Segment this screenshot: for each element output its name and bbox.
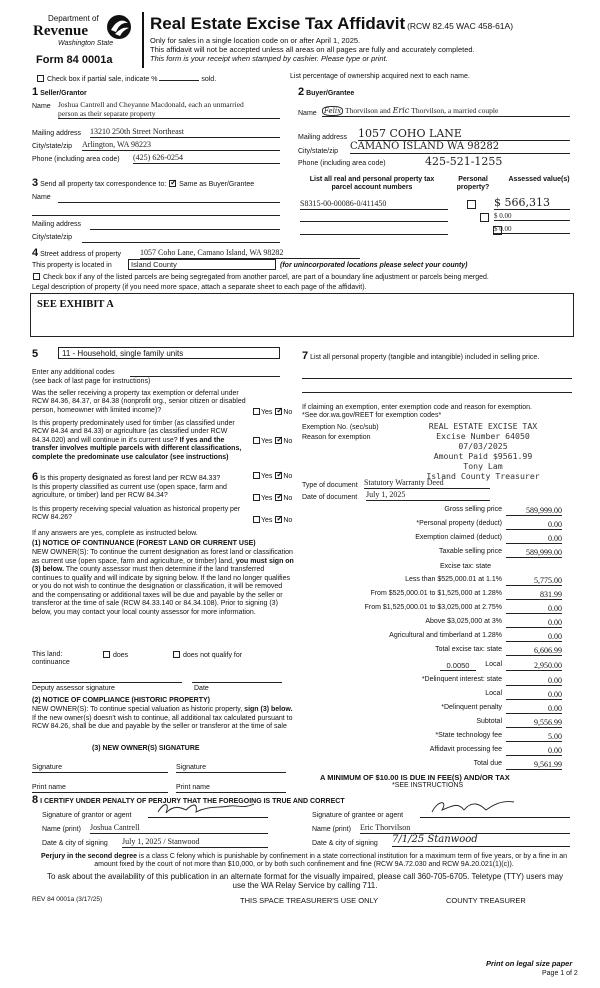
s5-q1-yes-checkbox[interactable] (253, 408, 260, 415)
parcel-row-2[interactable] (300, 225, 448, 235)
s3-name-field[interactable] (58, 194, 280, 203)
located-label: This property is located in (32, 262, 112, 269)
s6-q3-answers: Yes ✓ No (252, 516, 292, 525)
minimum-due-note: A MINIMUM OF $10.00 IS DUE IN FEE(S) AND/OR TAX (320, 773, 510, 782)
same-as-buyer-checkbox[interactable] (169, 180, 176, 187)
owner-print-label-2: Print name (176, 784, 210, 791)
grantee-date-label: Date & city of signing (312, 840, 378, 847)
buyer-mailing[interactable]: 1057 COHO LANE (358, 127, 570, 141)
calc-total-state: Total excise tax: state 6,606.99 (435, 646, 562, 655)
type-doc-label: Type of document (302, 482, 358, 489)
s6-q3-no-checkbox[interactable] (275, 516, 282, 523)
assessed-row-2[interactable]: $ 0.00 (494, 225, 570, 234)
s3-name-label: Name (32, 194, 51, 201)
parcel-row-1[interactable] (300, 212, 448, 222)
partial-sale-percent[interactable] (159, 73, 199, 81)
gross-value[interactable]: 589,999.00 (506, 506, 562, 516)
reason-label: Reason for exemption (302, 434, 371, 441)
s6-q1-answers: Yes ✓ No (252, 472, 292, 481)
county-treasurer: COUNTY TREASURER (446, 896, 526, 905)
grantee-name[interactable]: Eric Thorvilson (360, 823, 570, 834)
header-divider (142, 12, 144, 68)
assessed-col-header: Assessed value(s) (508, 176, 570, 183)
calc-tier-2: From $525,000.01 to $1,525,000 at 1.28% 831.99 (370, 590, 562, 599)
s5-question-2: Is this property predominately used for timber (as classified under RCW 84.34 and 84.33) or agriculture (as classified under RCW 84.34.020) and will continue in it's current use? If yes and the transfer involves multiple parcels with different classifications, complete the predominate use calculator (see instructions) (32, 420, 242, 461)
header-note-3: This form is your receipt when stamped by cashier. Please type or print. (150, 54, 388, 63)
s6-q3-yes-checkbox[interactable] (253, 516, 260, 523)
seller-phone[interactable]: (425) 626-0254 (133, 153, 280, 164)
seller-name-label: Name (32, 103, 51, 110)
seller-mailing-label: Mailing address (32, 130, 82, 137)
s6-q2-yes-checkbox[interactable] (253, 494, 260, 501)
partial-sale-checkbox[interactable] (37, 75, 44, 82)
grantor-sig-label: Signature of grantor or agent (42, 812, 132, 819)
s6-q2-answers: Yes ✓ No (252, 494, 292, 503)
s5-q2-answers: Yes ✓ No (252, 437, 292, 446)
legal-label: Legal description of property (if you need more space, attach a separate sheet to each page of the affidavit). (32, 284, 367, 291)
assessed-row-1[interactable]: $ 0.00 (494, 212, 570, 221)
additional-codes-label: Enter any additional codes (32, 369, 115, 376)
calc-gross: Gross selling price 589,999.00 (444, 506, 562, 515)
county-note: (for unincorporated locations please select your county) (280, 262, 468, 269)
title-ref: (RCW 82.45 WAC 458-61A) (407, 21, 514, 31)
perjury-note: Perjury in the second degree is a class C felony which is punishable by confinement in a state correctional institution for a maximum term of five years, or by a fine in an amount fixed by the court of not more than $10,000, or by both such confinement and fine (RCW 9A.72.030 and RCW 9A.20.021(1)(c)). (40, 853, 568, 869)
buyer-phone[interactable]: 425-521-1255 (425, 155, 503, 168)
s3-mailing-label: Mailing address (32, 221, 82, 228)
assessed-row-0[interactable]: $ 566,313 (494, 196, 570, 210)
s5-q2-yes-checkbox[interactable] (253, 437, 260, 444)
seller-city[interactable]: Arlington, WA 98223 (82, 140, 280, 151)
legal-description[interactable] (30, 293, 574, 337)
s6-question-1: 6 Is this property designated as forest land per RCW 84.33? (32, 471, 221, 483)
exemption-instructions: If claiming an exemption, enter exemption code and reason for exemption. *See dor.wa.gov/REET for exemption codes* (302, 404, 532, 420)
if-yes-note: If any answers are yes, complete as instructed below. (32, 530, 198, 537)
personal-checkbox-1[interactable] (480, 213, 489, 222)
seller-mailing[interactable]: 13210 250th Street Northeast (90, 127, 280, 138)
form-number: Form 84 0001a (36, 54, 113, 66)
notice2-title: (2) NOTICE OF COMPLIANCE (HISTORIC PROPERTY) (32, 697, 210, 704)
notice2-body: NEW OWNER(S): To continue special valuation as historic property, sign (3) below. If the new owner(s) doesn't wish to continue, all additional tax calculated pursuant to RCW 84.26, shall be due and payable by the seller or transferor at the time of sale (32, 706, 293, 731)
owner-sig-label-1: Signature (32, 764, 62, 771)
s3-mailing-field[interactable] (90, 221, 280, 230)
use-code-select[interactable]: 11 - Household, single family units (58, 347, 280, 359)
s3-city-field[interactable] (82, 234, 280, 243)
grantee-signature-scribble (428, 798, 518, 816)
calc-total-due: Total due 9,561.99 (473, 760, 562, 769)
s5-q2-no-checkbox[interactable] (275, 437, 282, 444)
total-state-value[interactable]: 6,606.99 (506, 646, 562, 656)
seller-phone-label: Phone (including area code) (32, 156, 120, 163)
calc-local-2: Local 0.00 (485, 690, 562, 699)
grantee-name-label: Name (print) (312, 826, 351, 833)
print-legal-note: Print on legal size paper (486, 959, 573, 968)
grantor-signature[interactable] (148, 804, 268, 818)
deputy-sig-line[interactable] (32, 682, 182, 683)
header-note-2: This affidavit will not be accepted unless all areas on all pages are fully and accurately completed. (150, 45, 475, 54)
calc-delinquent-penalty: *Delinquent penalty 0.00 (441, 704, 562, 713)
s6-q1-no-checkbox[interactable] (275, 472, 282, 479)
tier1-value[interactable]: 5,775.00 (506, 576, 562, 586)
tier2-value[interactable]: 831.99 (506, 590, 562, 600)
wa-logo-icon (106, 14, 132, 40)
street-address[interactable]: 1057 Coho Lane, Camano Island, WA 98282 (140, 248, 360, 259)
s6-q2-no-checkbox[interactable] (275, 494, 282, 501)
seller-name-line1[interactable]: Joshua Cantrell and Cheyanne Macdonald, each an unmarried (58, 100, 244, 109)
s5-question-1: Was the seller receiving a property tax exemption or deferral under RCW 84.36, 84.37, or 84.38 (nonprofit org., senior citizen or disabled person, homeowner with limited income)? (32, 390, 246, 414)
local-value[interactable]: 2,950.00 (506, 661, 562, 671)
grantee-signature[interactable] (420, 804, 570, 818)
notice3-title: (3) NEW OWNER(S) SIGNATURE (92, 745, 200, 752)
page-number: Page 1 of 2 (542, 970, 578, 977)
delinquent-penalty-value[interactable]: 0.00 (506, 704, 562, 714)
county-select[interactable]: Island County (128, 259, 276, 270)
personal-value[interactable]: 0.00 (506, 520, 562, 530)
calc-tier-5: Agricultural and timberland at 1.28% 0.00 (389, 632, 562, 641)
personal-property-line-2[interactable] (302, 392, 572, 393)
local-rate[interactable]: 0.0050 (440, 661, 476, 671)
calc-affidavit-fee: Affidavit processing fee 0.00 (429, 746, 562, 755)
grantee-sig-label: Signature of grantee or agent (312, 812, 404, 819)
date-doc-label: Date of document (302, 494, 358, 501)
grantor-name[interactable]: Joshua Cantrell (90, 823, 268, 834)
taxable-value[interactable]: 589,999.00 (506, 548, 562, 558)
ownership-note: List percentage of ownership acquired next to each name. (290, 73, 470, 80)
date-doc-field[interactable]: July 1, 2025 (366, 490, 490, 501)
see-back-note: (see back of last page for instructions) (32, 378, 151, 385)
grantor-name-label: Name (print) (42, 826, 81, 833)
total-due-value[interactable]: 9,561.99 (506, 760, 562, 770)
parcel-col-header: List all real and personal property tax parcel account numbers (309, 176, 435, 192)
s6-q1-yes-checkbox[interactable] (253, 472, 260, 479)
personal-checkbox-0[interactable] (467, 200, 476, 209)
type-doc-field[interactable]: Statutory Warranty Deed (364, 478, 490, 489)
calc-tier-4: Above $3,025,000 at 3% 0.00 (425, 618, 562, 627)
grantor-date-label: Date & city of signing (42, 840, 108, 847)
additional-codes-field[interactable] (130, 369, 280, 377)
deputy-sig-label: Deputy assessor signature (32, 685, 115, 692)
notice1-body: NEW OWNER(S): To continue the current designation as forest land or classification as current use (open space, farm and agriculture, or timber) land, you must sign on (3) below. The county assessor must then determine if the land transferred continues to qualify and will indicate by signing below. If the land no longer qualifies or you do not wish to continue the designation or classification, it will be removed and the compensating or additional taxes will be due and payable by the seller or transferor at the time of sale (RCW 84.33.140 or 84.34.108). Prior to signing (3) below, you may contact your local county assessor for more information. (32, 549, 294, 616)
delinquent-interest-value[interactable]: 0.00 (506, 676, 562, 686)
tech-fee-value[interactable]: 5.00 (506, 732, 562, 742)
seller-city-label: City/state/zip (32, 143, 73, 150)
land-does-checkbox[interactable] (103, 651, 110, 658)
owner-sig-label-2: Signature (176, 764, 206, 771)
exemption-no-label: Exemption No. (sec/sub) (302, 424, 379, 431)
header-note-1: Only for sales in a single location code on or after April 1, 2025. (150, 36, 361, 45)
s6-question-3: Is this property receiving special valuation as historical property per RCW 84.26? (32, 506, 241, 522)
section7-label: 7 List all personal property (tangible and intangible) included in selling price. (302, 350, 540, 362)
deputy-date-label: Date (194, 685, 209, 692)
grantee-date-city[interactable]: 7/1/25 Stanwood (392, 834, 570, 847)
partial-sale-row (36, 73, 216, 84)
personal-property-line-1[interactable] (302, 378, 572, 379)
excise-state-heading: Excise tax: state (440, 563, 491, 570)
this-land-label: This land: continuance (32, 651, 70, 667)
parcel-row-0[interactable]: S8315-00-00086-0/411450 (300, 199, 448, 210)
segregated-row: Check box if any of the listed parcels are being segregated from another parcel, are part of a boundary line adjustment or parcels being merged. (32, 273, 489, 282)
owner-print-label-1: Print name (32, 784, 66, 791)
buyer-phone-label: Phone (including area code) (298, 160, 386, 167)
tier4-value[interactable]: 0.00 (506, 618, 562, 628)
treasurer-stamp: REAL ESTATE EXCISE TAX Excise Number 64050 07/03/2025 Amount Paid $9561.99 Tony Lam Island County Treasurer (426, 421, 540, 481)
s5-q1-no-checkbox[interactable] (275, 408, 282, 415)
treasurer-use-only: THIS SPACE TREASURER'S USE ONLY (240, 896, 379, 905)
affidavit-fee-value[interactable]: 0.00 (506, 746, 562, 756)
calc-local: Local 2,950.00 (485, 661, 562, 670)
segregated-checkbox[interactable] (33, 273, 40, 280)
dept-line1: Department of (48, 14, 99, 23)
calc-taxable: Taxable selling price 589,999.00 (438, 548, 562, 557)
dor-logo (28, 12, 138, 52)
buyer-heading: 2 Buyer/Grantee (298, 86, 355, 98)
calc-personal: *Personal property (deduct) 0.00 (416, 520, 562, 529)
calc-subtotal: Subtotal 9,556.99 (476, 718, 562, 727)
exemption-value[interactable]: 0.00 (506, 534, 562, 544)
s6-question-2: Is this property classified as current use (open space, farm and agriculture, or timber) land per RCW 84.34? (32, 484, 227, 500)
dept-line3: Washington State (58, 40, 114, 47)
buyer-city[interactable]: CAMANO ISLAND WA 98282 (350, 141, 570, 154)
calc-exemption: Exemption claimed (deduct) 0.00 (415, 534, 562, 543)
s3-name-field-2[interactable] (32, 207, 280, 216)
partial-sale-label: Check box if partial sale, indicate % (46, 76, 158, 83)
land-does-option: does (102, 651, 128, 660)
page-title: Real Estate Excise Tax Affidavit (150, 14, 406, 33)
seller-heading: 1 Seller/Grantor (32, 86, 87, 98)
subtotal-value[interactable]: 9,556.99 (506, 718, 562, 728)
grantor-signature-scribble (152, 800, 262, 816)
tier5-value[interactable]: 0.00 (506, 632, 562, 642)
dept-line2: Revenue (33, 23, 88, 39)
see-instructions: *SEE INSTRUCTIONS (392, 782, 464, 789)
calc-delinquent-interest: *Delinquent interest: state 0.00 (421, 676, 562, 685)
notice1-title: (1) NOTICE OF CONTINUANCE (FOREST LAND OR CURRENT USE) (32, 540, 256, 547)
section3-row: 3 Send all property tax correspondence to: ✓ Same as Buyer/Grantee (32, 177, 254, 190)
buyer-name-label: Name (298, 110, 317, 117)
certify-row: 8 I CERTIFY UNDER PENALTY OF PERJURY THAT THE FOREGOING IS TRUE AND CORRECT (32, 794, 345, 806)
section5-num: 5 (32, 348, 39, 360)
s5-q1-answers: Yes ✓ No (252, 408, 292, 417)
deputy-date-line[interactable] (192, 682, 282, 683)
buyer-mailing-label: Mailing address (298, 134, 348, 141)
s3-city-label: City/state/zip (32, 234, 73, 241)
local2-value[interactable]: 0.00 (506, 690, 562, 700)
section4-street-row: 4 Street address of property (32, 247, 122, 259)
land-does-not-checkbox[interactable] (173, 651, 180, 658)
rev-number: REV 84 0001a (3/17/25) (32, 896, 103, 903)
calc-tier-1: Less than $525,000.01 at 1.1% 5,775.00 (405, 576, 562, 585)
grantor-date-city[interactable]: July 1, 2025 / Stanwood (122, 837, 268, 848)
partial-sale-sold: sold. (201, 76, 217, 83)
buyer-name[interactable]: Felix Thorvilson and Eric Thorvilson, a married couple (322, 106, 570, 117)
calc-tier-3: From $1,525,000.01 to $3,025,000 at 2.75% 0.00 (364, 604, 562, 613)
legal-text: SEE EXHIBIT A (37, 299, 114, 310)
calc-tech-fee: *State technology fee 5.00 (435, 732, 562, 741)
buyer-city-label: City/state/zip (298, 148, 339, 155)
alt-format-note: To ask about the availability of this publication in an alternate format for the visually impaired, please call 360-705-6705. Teletype (TTY) users may use the WA Relay Service by calling 711. (46, 872, 564, 891)
seller-name-line2[interactable]: person as their separate property (58, 109, 280, 119)
tier3-value[interactable]: 0.00 (506, 604, 562, 614)
personal-col-header: Personal property? (456, 176, 490, 192)
title-block (150, 14, 590, 34)
land-does-not-option: does not qualify for (172, 651, 242, 660)
